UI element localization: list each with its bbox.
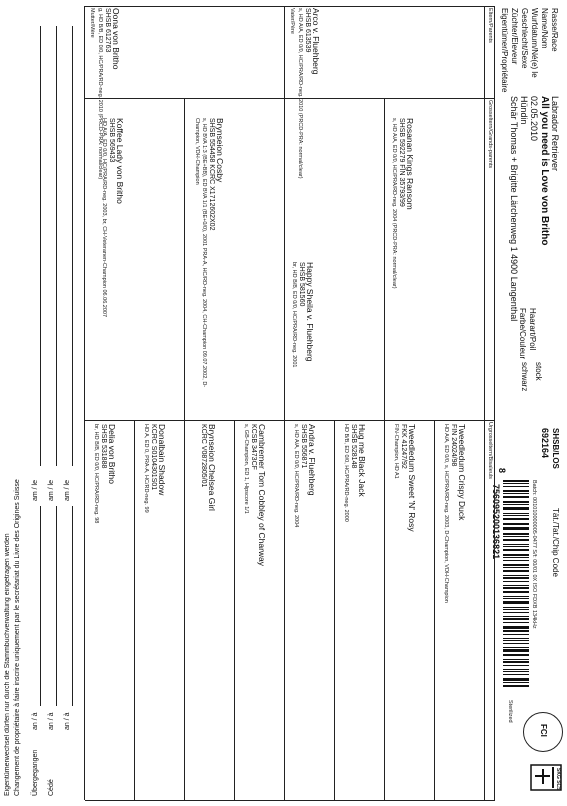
barcode-bar bbox=[503, 634, 529, 635]
barcode-bar bbox=[503, 501, 529, 503]
label-birthdate: Wurfdatum/Né(e) le bbox=[530, 8, 539, 78]
barcode-bar bbox=[503, 659, 529, 660]
barcode-bar bbox=[503, 682, 529, 683]
barcode-bar bbox=[503, 671, 529, 673]
parent-dam: Oona von Britho SHSB 612763 g, HD B/B, ED 0/0, HC/PRA/RD-neg. 2010 (PRCD-PRA: normal/clear) bbox=[97, 8, 121, 180]
parent-sire: Arco v. Fluehberg SHSB 613539 s, HD A/A, ED 0/0, HC/PRA/RD-neg. 2010 (PRCD-PRA: normal/clear) bbox=[297, 8, 321, 179]
barcode-bar bbox=[503, 577, 529, 580]
barcode-bar bbox=[503, 515, 529, 516]
barcode-bar bbox=[503, 493, 529, 494]
barcode-bar bbox=[503, 507, 529, 510]
skg-logo: SKG SCS bbox=[529, 762, 563, 794]
sire-label: Vater/Père bbox=[289, 8, 295, 34]
color-label: Farbe/Couleur bbox=[518, 308, 527, 360]
bottom-rule bbox=[84, 6, 85, 800]
barcode-bar bbox=[503, 678, 529, 681]
cede-label: Cédé bbox=[48, 779, 55, 796]
grandparent-3: Brynseion Cosby SHSB 554458 KCRC X1712602X02 s, HD BVA 1:3 (BE+BB), ED BVA 1/1 (BE+0/0), 2001 PRA-A, HC/RD-neg. 2004, CH-Champion 09.07.2002, D-Champion, VDH-Champion bbox=[194, 118, 225, 388]
grandparent-2: Happy Sheila v. Fluehberg SHSB 581560 br, HD B/B, ED 0/0, HC/PRA/RD-neg. 2001 bbox=[291, 262, 315, 368]
barcode-bar bbox=[503, 643, 529, 644]
barcode-bar bbox=[503, 533, 529, 535]
col-great-grandparents: Urgrosseltern/Bisaïeuls bbox=[487, 422, 493, 479]
great-grandparent-2: Tweedledum Sweet 'N' Rosy FKK 41247/92 FIN-Champion, HD A1 bbox=[393, 424, 417, 532]
breeder-value: Schär Thomas + Brigitte Lärchenweg 1 4900 Langenthal bbox=[509, 96, 519, 322]
label-sex: Geschlecht/Sexe bbox=[520, 8, 529, 69]
great-grandparent-7: Donalbain Shadow KCRC S0104301S01 HD A, ED 0, PRA-A, HC/RD-neg. 99 bbox=[143, 424, 167, 513]
chip-label: Tät./Tat./Chip Code bbox=[551, 508, 560, 577]
barcode-bar bbox=[503, 518, 529, 520]
chip-batch: Batch: 001010000005-0477 S/f: 00/01 0X ISO FDXB 134kHz bbox=[531, 480, 537, 629]
barcode-bar bbox=[503, 585, 529, 586]
great-grandparent-6: Brynseion Chelsea Girl KCRC V0872805/01 bbox=[200, 424, 217, 511]
barcode-bar bbox=[503, 640, 529, 642]
barcode-bar bbox=[503, 626, 529, 629]
reg-label: SHSB/LOS bbox=[551, 428, 560, 469]
col-grandparents: Grosseltern/Grands-parents bbox=[487, 100, 493, 169]
great-grandparent-1: Tweedledum Crispy Duck FIN 24024/98 HD A/A, ED 0/0, s, HC/PRA/RD-neg. 2003, D-Champion, VDH-Champion bbox=[443, 424, 467, 603]
barcode-bar bbox=[503, 607, 529, 608]
label-breed: Rasse/Race bbox=[550, 8, 559, 52]
barcode-bar bbox=[503, 549, 529, 551]
transfer-footer: Eigentümerwechsel dürfen nur durch die Stammbuchverwaltung eingetragen werden Changement de propriétaire à faire inscrire uniquement par le secrétariat du Livre des Origines Suisse Übergegangen an / à am / le Cédé an / à am / le an / à am / le bbox=[0, 0, 79, 806]
barcode-bar bbox=[503, 546, 529, 547]
barcode-bar bbox=[503, 598, 529, 599]
coat-value: stock bbox=[534, 362, 543, 381]
barcode-bar bbox=[503, 630, 529, 632]
barcode-bar bbox=[503, 504, 529, 505]
barcode-bar bbox=[503, 612, 529, 613]
reg-number: 692164 bbox=[540, 428, 550, 459]
notice-fr: Changement de propriétaire à faire inscrire uniquement par le secrétariat du Livre des Origines Suisse bbox=[14, 479, 21, 796]
barcode-bar bbox=[503, 596, 529, 597]
barcode-bar bbox=[503, 661, 529, 663]
chip-prefix: 8 bbox=[497, 468, 507, 474]
label-name: Name/Nom bbox=[540, 8, 549, 49]
sterilized-label: Sterilized bbox=[507, 700, 513, 723]
barcode-bar bbox=[503, 622, 529, 623]
barcode-bar bbox=[503, 557, 529, 558]
notice-de: Eigentümerwechsel dürfen nur durch die Stammbuchverwaltung eingetragen werden bbox=[4, 533, 11, 796]
barcode-bar bbox=[503, 649, 529, 652]
barcode-bar bbox=[503, 581, 529, 582]
barcode-bar bbox=[503, 601, 529, 604]
barcode-bar bbox=[503, 570, 529, 572]
barcode-bar bbox=[503, 618, 529, 620]
barcode-bar bbox=[503, 480, 529, 482]
col-parents: Eltern/Parents bbox=[487, 8, 493, 43]
barcode-bar bbox=[503, 483, 529, 484]
barcode-bar bbox=[503, 609, 529, 611]
barcode bbox=[503, 480, 529, 690]
barcode-bar bbox=[503, 685, 529, 687]
header-rule bbox=[494, 6, 495, 800]
dam-label: Mutter/Mère bbox=[89, 8, 95, 38]
coat-label: Haarart/Poil bbox=[528, 308, 537, 351]
barcode-bar bbox=[503, 567, 529, 568]
color-value: schwarz bbox=[520, 362, 529, 392]
barcode-bar bbox=[503, 674, 529, 675]
great-grandparent-8: Delia von Britho SHSB 531888 br, HD B/B, ED 0/0, HC/PRA/RD-neg. 98 bbox=[93, 424, 117, 524]
barcode-bar bbox=[503, 638, 529, 639]
label-breeder: Züchter/Eleveur bbox=[510, 8, 519, 65]
great-grandparent-3: Hug me Black Jack SHSB 528148 HD B/B, ED 0/0, HC/PRA/RD-neg. 2000 bbox=[343, 424, 367, 522]
grandparent-1: Rosanan Kings Ransom SHSB 592279 FIN 35793/99 s, HD A/A, ED 0/0, HC/PRA/RD-neg. 2004 (PRCD-PRA: normal/clear) bbox=[391, 118, 415, 289]
sex-value: Hündin bbox=[519, 96, 529, 125]
barcode-bar bbox=[503, 665, 529, 666]
barcode-bar bbox=[503, 544, 529, 545]
barcode-bar bbox=[503, 523, 529, 524]
barcode-bar bbox=[503, 560, 529, 561]
barcode-bar bbox=[503, 554, 529, 557]
barcode-bar bbox=[503, 486, 529, 487]
barcode-bar bbox=[503, 513, 529, 514]
barcode-bar bbox=[503, 616, 529, 617]
barcode-bar bbox=[503, 587, 529, 589]
barcode-bar bbox=[503, 591, 529, 593]
barcode-bar bbox=[503, 539, 529, 541]
chip-number: 756095200136821 bbox=[491, 484, 501, 560]
fci-seal: FCI bbox=[523, 712, 563, 752]
barcode-bar bbox=[503, 524, 529, 525]
barcode-bar bbox=[503, 575, 529, 576]
breed-value: Labrador Retriever bbox=[550, 96, 560, 172]
great-grandparent-5: Cambremer Tom Cobbley of Charway KCSB 3473CF s, GB-Champion, ED 1, Hipscore 1/1 bbox=[243, 424, 267, 567]
barcode-bar bbox=[503, 654, 529, 656]
barcode-bar bbox=[503, 490, 529, 493]
column-rule bbox=[484, 6, 485, 800]
barcode-bar bbox=[503, 647, 529, 648]
label-owner: Eigentümer/Propriétaire bbox=[500, 8, 509, 93]
barcode-bar bbox=[503, 527, 529, 530]
transfer-label: Übergegangen bbox=[32, 749, 39, 796]
barcode-bar bbox=[503, 536, 529, 537]
birthdate-value: 02.05.2010 bbox=[529, 96, 539, 142]
barcode-bar bbox=[503, 564, 529, 566]
grandparent-4: Koffee Lady von Britho SHSB 569433 HD A/A, ED 0/0, HC/PRA/RD-neg. 2003, br, CH-Veteranen-Champion 06.06.2007 bbox=[101, 118, 125, 318]
great-grandparent-4: Andra v. Fluehberg SHSB 556871 s, HD A/A, ED 0/0, HC/PRA/RD-neg. 2004 bbox=[293, 424, 317, 528]
dog-name: All you need is Love von Britho bbox=[539, 96, 550, 246]
barcode-bar bbox=[503, 496, 529, 498]
barcode-bar bbox=[503, 669, 529, 670]
